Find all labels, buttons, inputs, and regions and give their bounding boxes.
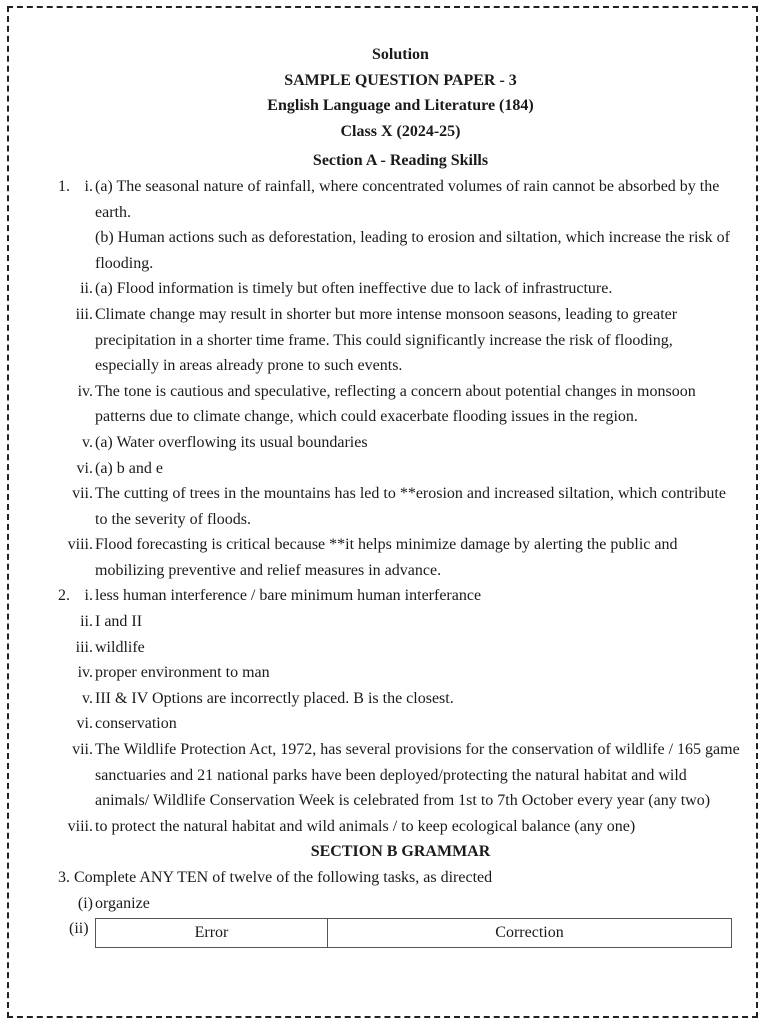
q3-text: 3. Complete ANY TEN of twelve of the following tasks, as directed (58, 869, 493, 886)
q2-number: 2. (58, 587, 70, 605)
answer-text: (a) Flood information is timely but often ineffective due to lack of infrastructure. (95, 280, 613, 298)
section-b-title: SECTION B GRAMMAR (310, 843, 491, 861)
paper-title: SAMPLE QUESTION PAPER - 3 (284, 71, 517, 89)
q1-answer-i-b (0, 225, 768, 276)
answer-text: Climate change may result in shorter but more intense monsoon seasons, leading to greater precipitation in a shorter time frame. This could significantly increase the risk of flooding, especially in areas already prone to such events. (95, 305, 678, 375)
answer-text: The cutting of trees in the mountains has led to **erosion and increased siltation, which contribute to the severity of floods. (95, 485, 726, 528)
section-a-title: Section A - Reading Skills (312, 152, 489, 170)
item-label: (ii) (69, 920, 89, 938)
answer-text: conservation (95, 715, 177, 733)
q1-answer-viii (0, 532, 768, 583)
q1-answer-v (0, 430, 768, 456)
item-text: organize (95, 894, 150, 912)
table-header-row (96, 919, 732, 948)
q3-item-i (0, 891, 768, 917)
answer-label: iii. (75, 305, 93, 323)
class-title: Class X (2024-25) (340, 122, 461, 140)
answer-text: Flood forecasting is critical because **it helps minimize damage by alerting the public and mobilizing preventive and relief measures in advance. (95, 536, 678, 579)
q2-answer-iii (0, 635, 768, 661)
answer-label: vi. (76, 459, 93, 477)
q1-answer-iv (0, 379, 768, 430)
q2-answer-i (0, 583, 768, 609)
answer-label: i. (84, 177, 93, 195)
answer-text: to protect the natural habitat and wild animals / to keep ecological balance (any one) (95, 817, 636, 835)
answer-label: iii. (75, 638, 93, 656)
q2-answer-vii (0, 737, 768, 814)
answer-label: viii. (67, 817, 93, 835)
answer-text: The tone is cautious and speculative, reflecting a concern about potential changes in monsoon patterns due to climate change, which could exacerbate flooding issues in the region. (95, 382, 696, 426)
q1-number: 1. (58, 177, 70, 195)
answer-label: vii. (72, 485, 93, 503)
header-correction: Correction (328, 919, 732, 948)
answer-label: viii. (67, 536, 93, 554)
answer-text: III & IV Options are incorrectly placed. B is the closest. (95, 689, 454, 707)
answer-text: wildlife (95, 638, 145, 656)
answer-label: vii. (72, 741, 93, 759)
answer-label: v. (82, 689, 93, 707)
answer-text: (a) b and e (95, 459, 163, 477)
q2-answer-viii (0, 814, 768, 840)
answer-text: The Wildlife Protection Act, 1972, has several provisions for the conservation of wildlife / 165 game sanctuaries and 21 national parks have been deployed/protecting the natural habitat and wild animals/ Wildlife Conservation Week is celebrated from 1st to 7th October every year (any two) (95, 741, 740, 810)
answer-text: I and II (95, 613, 143, 631)
subject-title: English Language and Literature (184) (267, 97, 534, 115)
answer-text: (a) The seasonal nature of rainfall, where concentrated volumes of rain cannot be absorbed by the earth. (95, 177, 720, 221)
q1-answer-vii (0, 481, 768, 532)
q2-answer-vi (0, 711, 768, 737)
q1-answer-vi (0, 456, 768, 482)
answer-text: proper environment to man (95, 664, 270, 682)
error-correction-table (95, 918, 732, 948)
answer-label: iv. (77, 382, 93, 400)
answer-label: v. (82, 433, 93, 451)
answer-label: ii. (80, 280, 93, 298)
q1-answer-ii (0, 276, 768, 302)
answer-label: vi. (76, 715, 93, 733)
answer-text: (b) Human actions such as deforestation, leading to erosion and siltation, which increase the risk of flooding. (95, 229, 730, 272)
q2-answer-iv (0, 660, 768, 686)
header-error: Error (96, 919, 328, 948)
q3-instruction (0, 865, 768, 891)
q3-item-ii (0, 916, 768, 948)
answer-document (0, 42, 768, 948)
answer-label: i. (84, 587, 93, 605)
q2-answer-ii (0, 609, 768, 635)
item-label: (i) (77, 894, 93, 912)
q2-answer-v (0, 686, 768, 712)
answer-text: less human interference / bare minimum human interferance (95, 587, 482, 605)
answer-text: (a) Water overflowing its usual boundaries (95, 433, 368, 451)
solution-heading: Solution (372, 46, 429, 63)
answer-label: iv. (77, 664, 93, 682)
answer-label: ii. (80, 613, 93, 631)
q1-answer-iii (0, 302, 768, 379)
q1-answer-i-a (0, 174, 768, 225)
